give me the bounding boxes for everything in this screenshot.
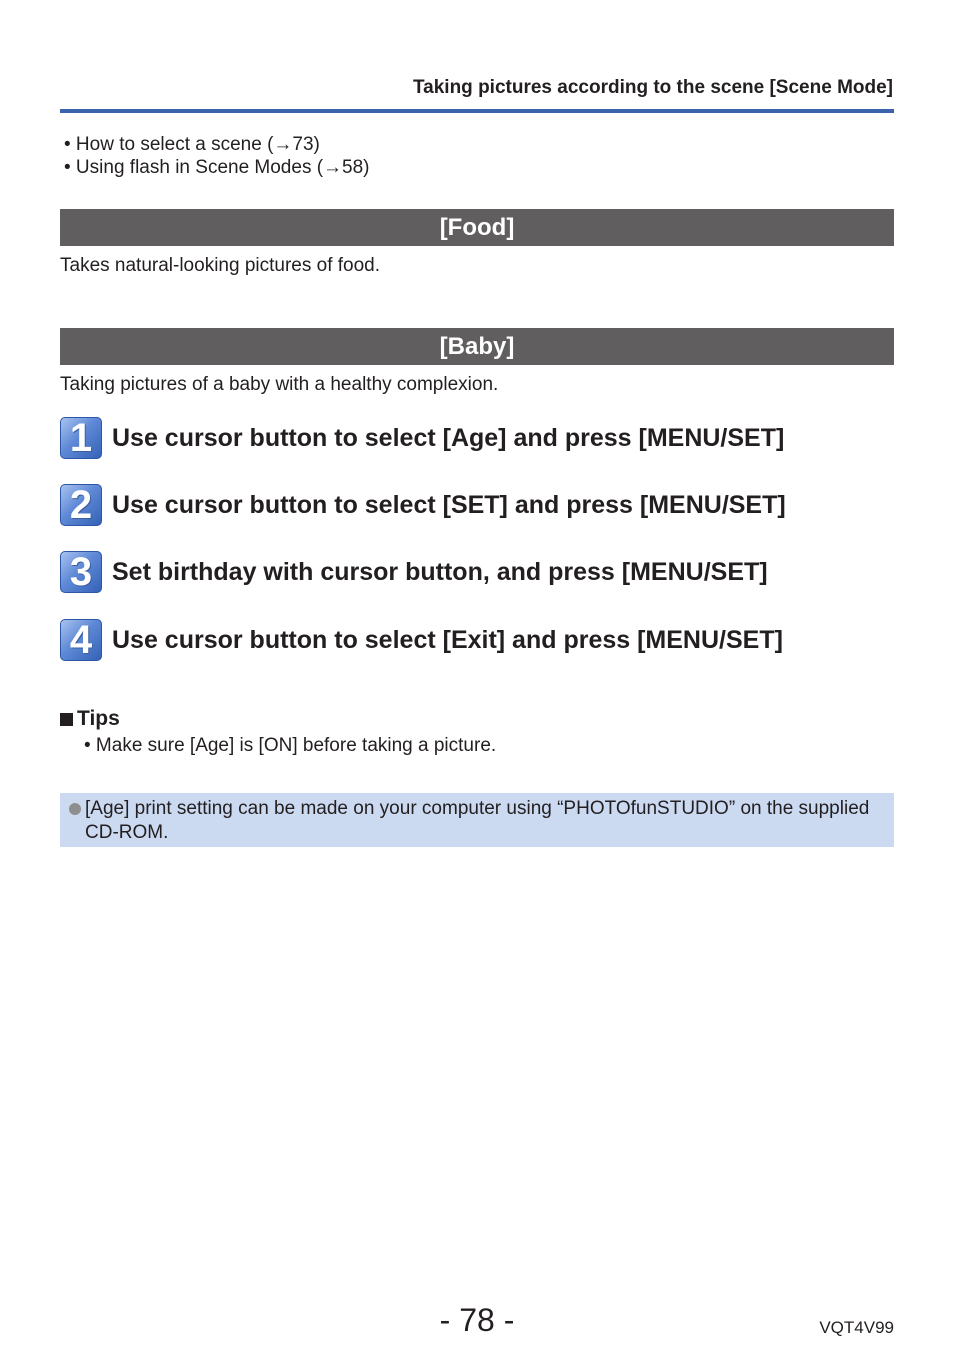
page-number: - 78 - (439, 1302, 515, 1338)
note-text: [Age] print setting can be made on your computer using “PHOTOfunSTUDIO” on the supplied CD-ROM. (85, 798, 870, 843)
circle-bullet-icon (69, 803, 81, 815)
section-title-baby: [Baby] (60, 328, 894, 365)
reference-list (64, 133, 370, 179)
page-header-title: Taking pictures according to the scene [Scene Mode] (412, 77, 893, 98)
section-description-food: Takes natural-looking pictures of food. (60, 255, 381, 276)
step-1 (60, 416, 784, 460)
step-number-badge: 4 (60, 619, 102, 661)
step-4 (60, 618, 783, 662)
tips-heading-label: Tips (77, 707, 120, 730)
reference-item: • How to select a scene (→73) (64, 134, 320, 155)
section-title-food: [Food] (60, 209, 894, 246)
note-box (60, 793, 894, 847)
section-description-baby: Taking pictures of a baby with a healthy complexion. (60, 374, 499, 395)
step-3 (60, 550, 768, 594)
step-text: Use cursor button to select [SET] and press [MENU/SET] (112, 490, 786, 519)
tip-item: • Make sure [Age] is [ON] before taking a picture. (84, 735, 497, 756)
step-text: Use cursor button to select [Exit] and press [MENU/SET] (112, 625, 783, 654)
step-number-badge: 2 (60, 484, 102, 526)
step-2 (60, 483, 786, 527)
reference-item: • Using flash in Scene Modes (→58) (64, 157, 370, 178)
document-code: VQT4V99 (819, 1318, 894, 1337)
step-number-badge: 3 (60, 551, 102, 593)
square-bullet-icon (60, 713, 73, 726)
step-text: Use cursor button to select [Age] and press [MENU/SET] (112, 423, 785, 452)
step-text: Set birthday with cursor button, and press [MENU/SET] (112, 557, 768, 586)
header-divider (60, 109, 894, 113)
step-number-badge: 1 (60, 417, 102, 459)
tips-heading (60, 707, 120, 731)
